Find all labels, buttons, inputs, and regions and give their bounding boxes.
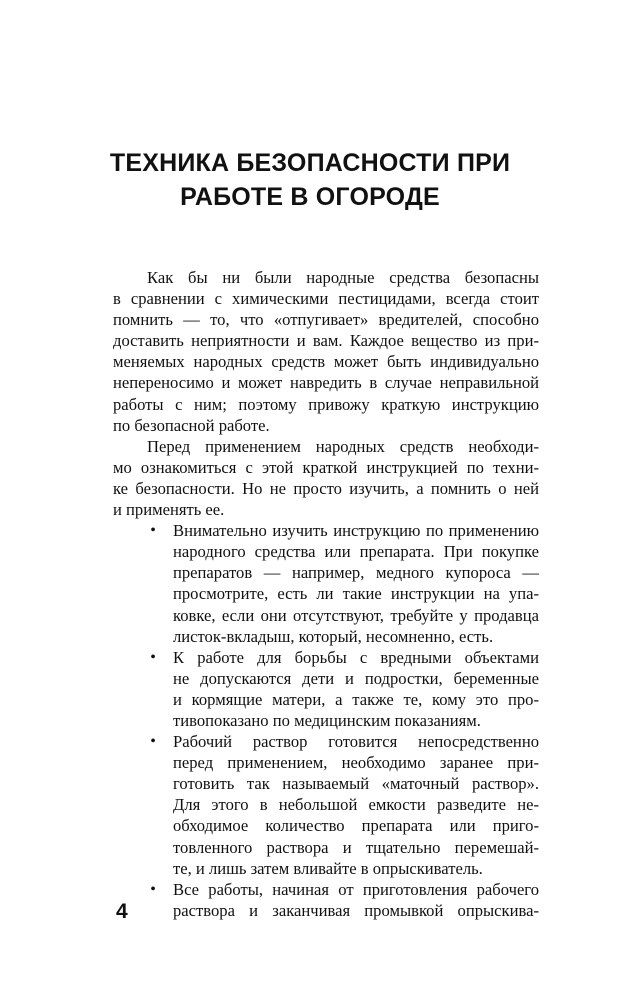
bullet-text-line: не допускаются дети и подростки, беременные <box>173 668 539 688</box>
bullet-text-line: обходимое количество препарата или приго- <box>173 816 539 836</box>
paragraph <box>113 267 539 436</box>
text-line: помнить — то, что «отпугивает» вредителей, способно <box>113 310 539 330</box>
chapter-title <box>80 146 540 214</box>
bullet-text-line: тивопоказано по медицинским показаниям. <box>173 710 481 730</box>
text-line: в сравнении с химическими пестицидами, всегда стоит <box>113 289 539 309</box>
bullet-item <box>113 647 539 731</box>
text-line: и применять ее. <box>113 500 225 520</box>
bullet-text-line: и кормящие матери, а также те, кому это про- <box>173 689 539 709</box>
text-line: Перед применением народных средств необходи- <box>147 436 539 456</box>
bullet-text-line: товленного раствора и тщательно перемешай- <box>173 837 539 857</box>
bullet-text-line: народного средства или препарата. При покупке <box>173 542 539 562</box>
text-line: работы с ним; поэтому привожу краткую инструкцию <box>113 394 539 414</box>
bullet-text-line: готовить так называемый «маточный раствор». <box>173 774 539 794</box>
bullet-text-line: Внимательно изучить инструкцию по применению <box>173 521 539 541</box>
page-number: 4 <box>116 900 128 923</box>
bullet-item <box>113 879 539 921</box>
bullet-text-line: Рабочий раствор готовится непосредственно <box>173 732 539 752</box>
bullet-text-line: раствора и заканчивая промывкой опрыскива- <box>173 900 539 920</box>
chapter-title-line: РАБОТЕ В ОГОРОДЕ <box>180 183 440 211</box>
text-line: по безопасной работе. <box>113 415 270 435</box>
bullet-text-line: перед применением, необходимо заранее при- <box>173 753 539 773</box>
text-line: меняемых народных средств может быть индивидуально <box>113 352 539 372</box>
bullet-dot-icon: • <box>150 733 156 751</box>
bullet-text-line: К работе для борьбы с вредными объектами <box>173 647 539 667</box>
text-line: мо ознакомиться с этой краткой инструкцией по техни- <box>113 457 539 477</box>
bullet-text-line: Для этого в небольшой емкости разведите не- <box>173 795 539 815</box>
text-line: непереносимо и может навредить в случае неправильной <box>113 373 539 393</box>
bullet-item <box>113 520 539 647</box>
text-line: Как бы ни были народные средства безопасны <box>147 268 539 287</box>
bullet-dot-icon: • <box>150 648 156 666</box>
text-line: доставить неприятности и вам. Каждое вещество из при- <box>113 331 539 351</box>
paragraph <box>113 436 539 520</box>
bullet-text-line: ковке, если они отсутствуют, требуйте у продавца <box>173 605 539 625</box>
body-text <box>113 267 539 921</box>
bullet-text-line: просмотрите, есть ли такие инструкции на упа- <box>173 584 539 604</box>
bullet-dot-icon: • <box>150 880 156 898</box>
chapter-title-line: ТЕХНИКА БЕЗОПАСНОСТИ ПРИ <box>109 149 511 177</box>
bullet-text-line: Все работы, начиная от приготовления рабочего <box>173 879 539 899</box>
bullet-text-line: листок-вкладыш, который, несомненно, есть. <box>173 626 494 646</box>
bullet-text-line: препаратов — например, медного купороса — <box>173 563 539 583</box>
bullet-item <box>113 731 539 879</box>
bullet-text-line: те, и лишь затем вливайте в опрыскиватель. <box>173 858 483 878</box>
bullet-dot-icon: • <box>150 522 156 540</box>
text-line: ке безопасности. Но не просто изучить, а помнить о ней <box>113 478 539 498</box>
